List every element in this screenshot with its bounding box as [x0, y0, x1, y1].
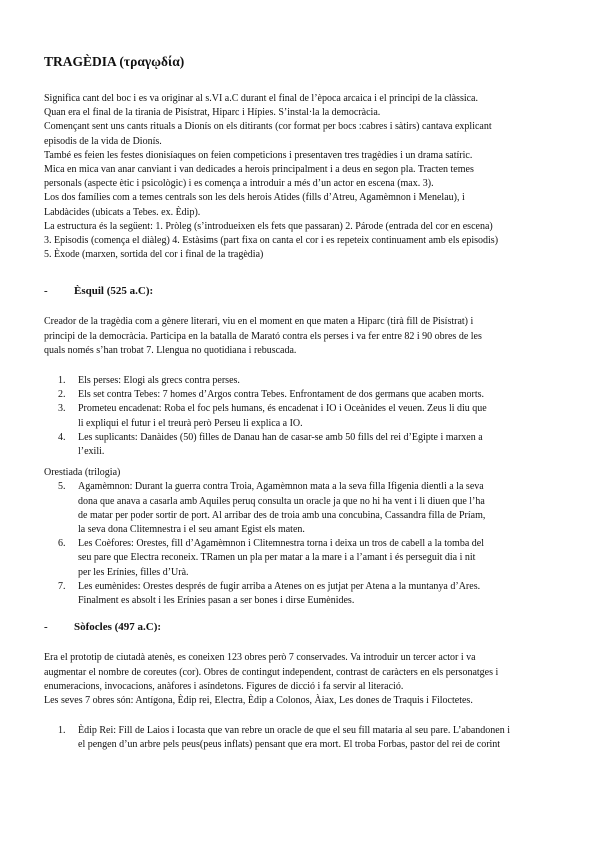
list-item-line: Agamèmnon: Durant la guerra contra Troia, Agamèmnon mata a la seva filla Ifigenia dientli a la seva — [78, 481, 484, 493]
list-item-line: li expliqui el futur i el treurà però Perseu li explica a IO. — [78, 417, 303, 429]
list-number: 7. — [58, 580, 66, 592]
list-item — [44, 388, 564, 402]
list-item-line: Finalment es absolt i les Erínies pasan a ser bones i dirse Eumènides. — [78, 595, 355, 607]
list-item — [44, 480, 564, 537]
orestiada-list — [44, 480, 564, 608]
list-item-line: Èdip Rei: Fill de Laios i Iocasta que van rebre un oracle de que el seu fill mataria al seu pare. L’abandonen i — [78, 725, 510, 737]
text-line: Mica en mica van anar canviant i van dedicades a herois principalment i a deus en segon pla. Tracten temes — [44, 164, 474, 176]
text-line: Los dos famílies com a temes centrals son les dels herois Atides (fills d’Atreu, Agamèmnon i Menelau), i — [44, 192, 465, 204]
list-item-line: el pengen d’un arbre pels peus(peus inflats) pensant que era mort. El troba Forbas, pastor del rei de corint — [78, 739, 501, 751]
text-line: La estructura és la següent: 1. Pròleg (s’introdueixen els fets que passaran) 2. Párode (entrada del cor en escena) — [44, 220, 493, 232]
list-number: 5. — [58, 481, 66, 493]
heading-text: Èsquil (525 a.C): — [74, 285, 154, 298]
text-line: enumeracions, invocacions, anàfores i asíndetons. Figures de dicció i fa servir al literació. — [44, 680, 404, 692]
text-line: Creador de la tragèdia com a gènere literari, viu en el moment en que maten a Hiparc (tirà fill de Pisístrat) i — [44, 316, 474, 328]
text-line: Era el prototip de ciutadà atenès, es coneixen 123 obres però 7 conservades. Va introduir un tercer actor i va — [44, 652, 476, 664]
section-heading-sofocles — [44, 620, 564, 634]
list-item-line: dona que anava a casarla amb Aquiles peruq consulta un oracle ja que no hi ha vent i li diuen que l’ha — [78, 495, 485, 507]
list-dash: - — [44, 621, 48, 634]
text-line: Quan era el final de la tirania de Pisístrat, Hiparc i Hípies. S’instal·la la democràcia. — [44, 107, 381, 119]
text-line: 5. Èxode (marxen, sortida del cor i final de la tragèdia) — [44, 249, 264, 261]
esquil-works-list — [44, 374, 564, 459]
list-number: 1. — [58, 375, 66, 387]
esquil-description — [44, 315, 564, 358]
list-item — [44, 402, 564, 430]
list-item — [44, 724, 564, 752]
document-page — [44, 54, 564, 753]
text-line: Les seves 7 obres són: Antígona, Èdip rei, Electra, Èdip a Colonos, Àiax, Les dones de Traquis i Filoctetes. — [44, 694, 473, 706]
list-item-line: la seva dona Clitemnestra i el seu amant Egist els maten. — [78, 524, 305, 536]
text-line: 3. Episodis (comença el diàleg) 4. Estàsims (part fixa on canta el cor i es repeteix continuament amb els episodis) — [44, 235, 499, 247]
text-line: principi de la democràcia. Participa en la batalla de Marató contra els perses i va fer entre 82 i 90 obres de les — [44, 330, 482, 342]
sofocles-works-list — [44, 724, 564, 752]
list-item — [44, 537, 564, 580]
list-item-line: Prometeu encadenat: Roba el foc pels humans, és encadenat i IO i Oceànides el veuen. Zeus li diu que — [78, 403, 487, 415]
list-number: 4. — [58, 431, 66, 443]
list-number: 1. — [58, 725, 66, 737]
list-number: 6. — [58, 538, 66, 550]
text-line: personals (aspecte ètic i psicològic) i es comença a introduir a més d’un actor en escena (max. 3). — [44, 178, 434, 190]
list-dash: - — [44, 285, 48, 298]
page-title: TRAGÈDIA (τραγῳδία) — [44, 54, 185, 69]
list-number: 2. — [58, 389, 66, 401]
text-line: Començant sent uns cants rituals a Dionís on els ditirants (cor format per bocs :cabres i sàtirs) cantava explicant — [44, 121, 492, 133]
list-item-line: Els perses: Elogi als grecs contra perses. — [78, 375, 240, 387]
text-line: Significa cant del boc i es va originar al s.VI a.C durant el final de l’època arcaica i el principi de la clàssica. — [44, 93, 478, 104]
list-item-line: l’exili. — [78, 446, 105, 458]
list-item — [44, 374, 564, 388]
text-line: augmentar el nombre de coreutes (cor). Obres de contingut independent, contrast de caràcters en els personatges i — [44, 666, 499, 678]
text-line: episodis de la vida de Dionís. — [44, 135, 162, 147]
text-line: Labdàcides (ubicats a Tebes. ex. Èdip). — [44, 206, 201, 218]
list-item-line: Els set contra Tebes: 7 homes d’Argos contra Tebes. Enfrontament de dos germans que acaben morts. — [78, 389, 484, 401]
sofocles-description — [44, 651, 564, 708]
list-item-line: Les Coèfores: Orestes, fill d’Agamèmnon i Clitemnestra torna i deixa un tros de cabell a la tomba del — [78, 538, 484, 550]
list-item — [44, 431, 564, 459]
list-item — [44, 580, 564, 608]
text-line: També es feien les festes dionisíaques on feien competicions i presentaven tres tragèdies i un drama satíric. — [44, 149, 473, 161]
list-item-line: Les suplicants: Danàides (50) filles de Danau han de casar-se amb 50 fills del rei d’Egipte i marxen a — [78, 431, 483, 443]
list-item-line: de matar per poder sortir de port. Al arribar des de troia amb una concubina, Cassandra filla de Príam, — [78, 509, 486, 521]
list-item-line: per les Erínies, filles d’Urà. — [78, 566, 189, 578]
list-number: 3. — [58, 403, 66, 415]
intro-paragraph — [44, 92, 564, 262]
list-item-line: Les eumènides: Orestes després de fugir arriba a Atenes on es jutjat per Atena a la muntanya d’Ares. — [78, 580, 481, 592]
heading-text: Sòfocles (497 a.C): — [74, 621, 162, 634]
section-heading-esquil — [44, 284, 564, 298]
list-item-line: seu pare que Electra reconeix. TRamen un pla per matar a la mare i a l’amant i és perseguit dia i nit — [78, 552, 476, 564]
text-line: quals només s’han trobat 7. Llengua no quotidiana i rebuscada. — [44, 344, 297, 356]
orestiada-label: Orestiada (trilogia) — [44, 467, 121, 479]
